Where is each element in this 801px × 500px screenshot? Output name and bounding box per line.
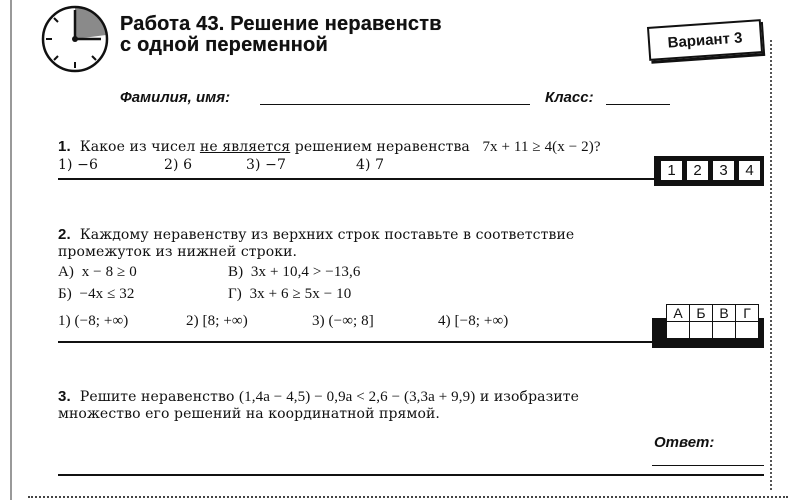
task1-divider (58, 178, 654, 180)
task2-item-b (58, 286, 135, 303)
task2-item-g-expr: 3x + 6 ≥ 5x − 10 (249, 286, 352, 302)
variant-label: Вариант 3 (667, 28, 743, 52)
title-line-2: с одной переменной (120, 34, 328, 56)
task1-option-2: 2) 6 (164, 157, 193, 173)
answer-box-4[interactable]: 4 (738, 160, 761, 181)
task3-text-line-2: множество его решений на координатной прямой. (58, 406, 440, 422)
name-field-line[interactable] (260, 104, 530, 105)
task1-answer-boxes (660, 160, 764, 181)
task1-option-4: 4) 7 (356, 157, 385, 173)
class-field-line[interactable] (606, 104, 670, 105)
task2-item-v-label: В) (228, 264, 244, 280)
task3-text-before: Решите неравенство (79, 389, 235, 405)
task1-text-before: Какое из чисел (79, 139, 196, 155)
task2-item-a-label: А) (58, 264, 75, 280)
task2-item-a-expr: x − 8 ≥ 0 (81, 264, 137, 280)
task3-number: 3. (58, 388, 71, 405)
cut-line-right (770, 40, 772, 490)
grid-header-a: А (667, 305, 690, 322)
task2-item-a (58, 264, 137, 281)
task3-divider (58, 474, 764, 476)
page-title (120, 14, 442, 56)
task2-item-g-label: Г) (228, 286, 242, 302)
task2-question (58, 226, 658, 261)
task3-inequality: (1,4a − 4,5) − 0,9a < 2,6 − (3,3a + 9,9) (239, 389, 476, 405)
task1-text-after: решением неравенства (294, 139, 470, 155)
name-label: Фамилия, имя: (120, 89, 231, 106)
task2-interval-4: 4) [−8; +∞) (438, 313, 509, 329)
task2-number: 2. (58, 226, 71, 243)
task2-item-b-label: Б) (58, 286, 72, 302)
task1-option-3: 3) −7 (246, 157, 286, 173)
task2-interval-3: 3) (−∞; 8] (312, 313, 374, 329)
task2-interval-1: 1) (−8; +∞) (58, 313, 129, 329)
task2-answer-grid (666, 304, 759, 339)
task2-interval-2: 2) [8; +∞) (186, 313, 248, 329)
task1-option-1: 1) −6 (58, 157, 98, 173)
grid-cell-v[interactable] (713, 322, 736, 339)
task2-divider (58, 341, 654, 343)
title-line-1: Работа 43. Решение неравенств (120, 13, 442, 35)
answer-box-3[interactable]: 3 (712, 160, 735, 181)
answer-label: Ответ: (654, 434, 715, 451)
task3-question (58, 388, 658, 423)
cut-line-bottom (28, 496, 788, 498)
task1-question (58, 138, 668, 156)
answer-box-1[interactable]: 1 (660, 160, 683, 181)
clock-icon (38, 2, 112, 76)
grid-header-g: Г (736, 305, 759, 322)
task2-item-g (228, 286, 351, 303)
task1-inequality: 7x + 11 ≥ 4(x − 2)? (482, 139, 601, 155)
grid-cell-a[interactable] (667, 322, 690, 339)
variant-badge (647, 19, 763, 61)
grid-header-v: В (713, 305, 736, 322)
answer-box-2[interactable]: 2 (686, 160, 709, 181)
page-left-edge (10, 0, 12, 500)
grid-cell-g[interactable] (736, 322, 759, 339)
answer-field-line[interactable] (652, 465, 764, 466)
task2-item-v (228, 264, 361, 281)
class-label: Класс: (545, 89, 594, 106)
task2-text-line-1: Каждому неравенству из верхних строк поставьте в соответствие (79, 227, 575, 243)
task1-text-underlined: не является (199, 139, 291, 155)
task2-item-b-expr: −4x ≤ 32 (79, 286, 135, 302)
task2-item-v-expr: 3x + 10,4 > −13,6 (250, 264, 361, 280)
grid-cell-b[interactable] (690, 322, 713, 339)
task3-text-after: и изобразите (479, 389, 579, 405)
task2-text-line-2: промежуток из нижней строки. (58, 244, 298, 260)
task1-number: 1. (58, 138, 71, 155)
grid-header-b: Б (690, 305, 713, 322)
